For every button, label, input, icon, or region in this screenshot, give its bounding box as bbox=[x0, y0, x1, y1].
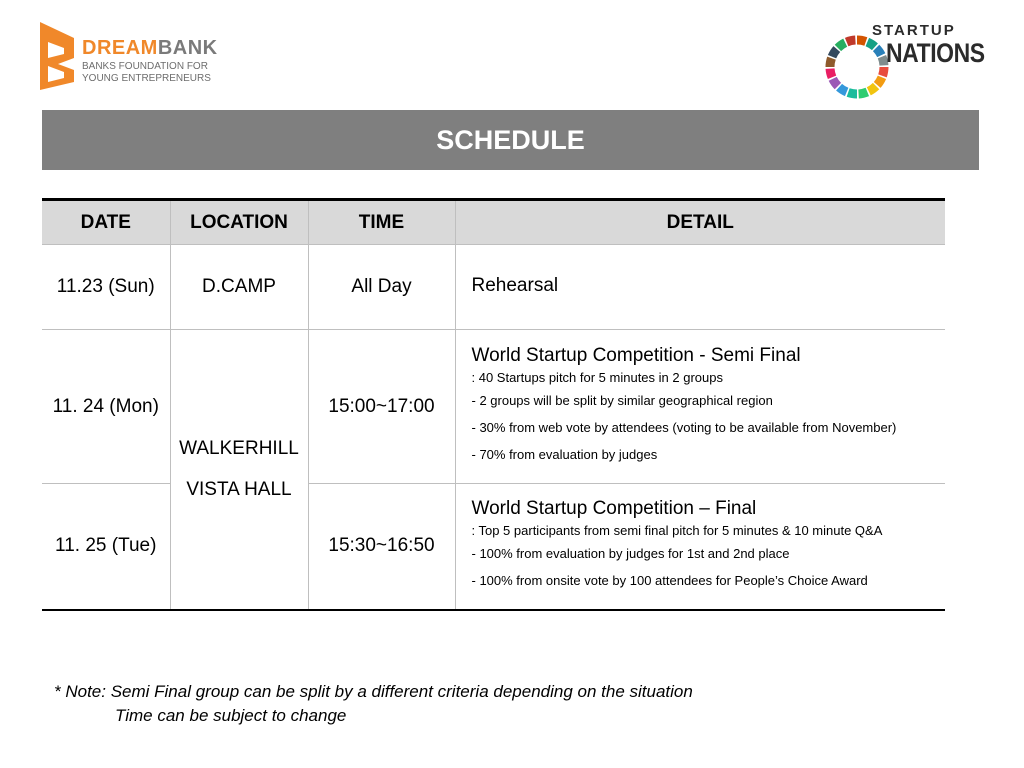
dreambank-subtitle: BANKS FOUNDATION FOR YOUNG ENTREPRENEURS bbox=[82, 61, 211, 84]
time-cell: 15:30~16:50 bbox=[308, 484, 455, 610]
ring-segment bbox=[859, 92, 868, 94]
detail-title: World Startup Competition - Semi Final bbox=[471, 345, 801, 366]
dreambank-logo bbox=[38, 20, 238, 92]
detail-title: Rehearsal bbox=[471, 275, 559, 296]
location-line: VISTA HALL bbox=[186, 479, 292, 501]
ring-segment bbox=[832, 49, 837, 57]
schedule-table bbox=[42, 198, 945, 611]
detail-line: - 100% from onsite vote by 100 attendees for People’s Choice Award bbox=[471, 573, 868, 589]
dreambank-emblem-icon bbox=[38, 20, 78, 92]
startup-nations-line1: STARTUP bbox=[872, 22, 956, 39]
footnote-line2: Time can be subject to change bbox=[115, 706, 347, 725]
banner-title: SCHEDULE bbox=[436, 125, 585, 155]
ring-segment bbox=[876, 48, 881, 55]
detail-line: - 2 groups will be split by similar geographical region bbox=[471, 393, 773, 408]
ring-segment bbox=[847, 40, 856, 42]
date-cell: 11. 25 (Tue) bbox=[42, 484, 170, 610]
location-cell: D.CAMP bbox=[170, 245, 308, 330]
detail-line: - 30% from web vote by attendees (voting to be available from November) bbox=[471, 420, 897, 435]
detail-cell bbox=[455, 245, 945, 330]
schedule-banner bbox=[42, 110, 979, 170]
dreambank-name: DREAMBANK bbox=[82, 37, 218, 59]
detail-cell bbox=[455, 330, 945, 484]
ring-segment bbox=[839, 87, 847, 92]
header-detail: DETAIL bbox=[455, 200, 945, 245]
ring-segment bbox=[830, 69, 832, 78]
startup-nations-line2: NATIONS bbox=[886, 38, 985, 68]
header-date: DATE bbox=[42, 200, 170, 245]
time-cell: 15:00~17:00 bbox=[308, 330, 455, 484]
time-cell: All Day bbox=[308, 245, 455, 330]
ring-segment bbox=[830, 58, 831, 67]
table-row bbox=[42, 330, 945, 484]
ring-segment bbox=[869, 86, 876, 91]
table-row bbox=[42, 245, 945, 330]
ring-segment bbox=[838, 43, 845, 48]
detail-line: - 100% from evaluation by judges for 1st and 2nd place bbox=[471, 546, 790, 562]
location-cell-merged bbox=[170, 330, 308, 610]
detail-title: World Startup Competition – Final bbox=[471, 498, 757, 520]
location-line: WALKERHILL bbox=[179, 438, 299, 460]
date-cell: 11. 24 (Mon) bbox=[42, 330, 170, 484]
detail-line: : Top 5 participants from semi final pitch for 5 minutes & 10 minute Q&A bbox=[471, 523, 883, 539]
ring-segment bbox=[883, 67, 884, 76]
ring-segment bbox=[867, 42, 875, 47]
detail-line: : 40 Startups pitch for 5 minutes in 2 groups bbox=[471, 370, 723, 385]
detail-line: - 70% from evaluation by judges bbox=[471, 447, 658, 462]
detail-cell bbox=[455, 484, 945, 610]
footnote bbox=[54, 680, 693, 728]
ring-segment bbox=[833, 79, 838, 86]
ring-segment bbox=[857, 40, 866, 41]
startup-nations-logo bbox=[824, 22, 994, 100]
table-header-row bbox=[42, 200, 945, 245]
date-cell: 11.23 (Sun) bbox=[42, 245, 170, 330]
startup-nations-ring-icon bbox=[824, 34, 890, 100]
footnote-line1: * Note: Semi Final group can be split by a different criteria depending on the situation bbox=[54, 682, 693, 701]
ring-segment bbox=[882, 57, 884, 66]
ring-segment bbox=[848, 93, 857, 94]
header-time: TIME bbox=[308, 200, 455, 245]
header-location: LOCATION bbox=[170, 200, 308, 245]
ring-segment bbox=[877, 77, 882, 85]
